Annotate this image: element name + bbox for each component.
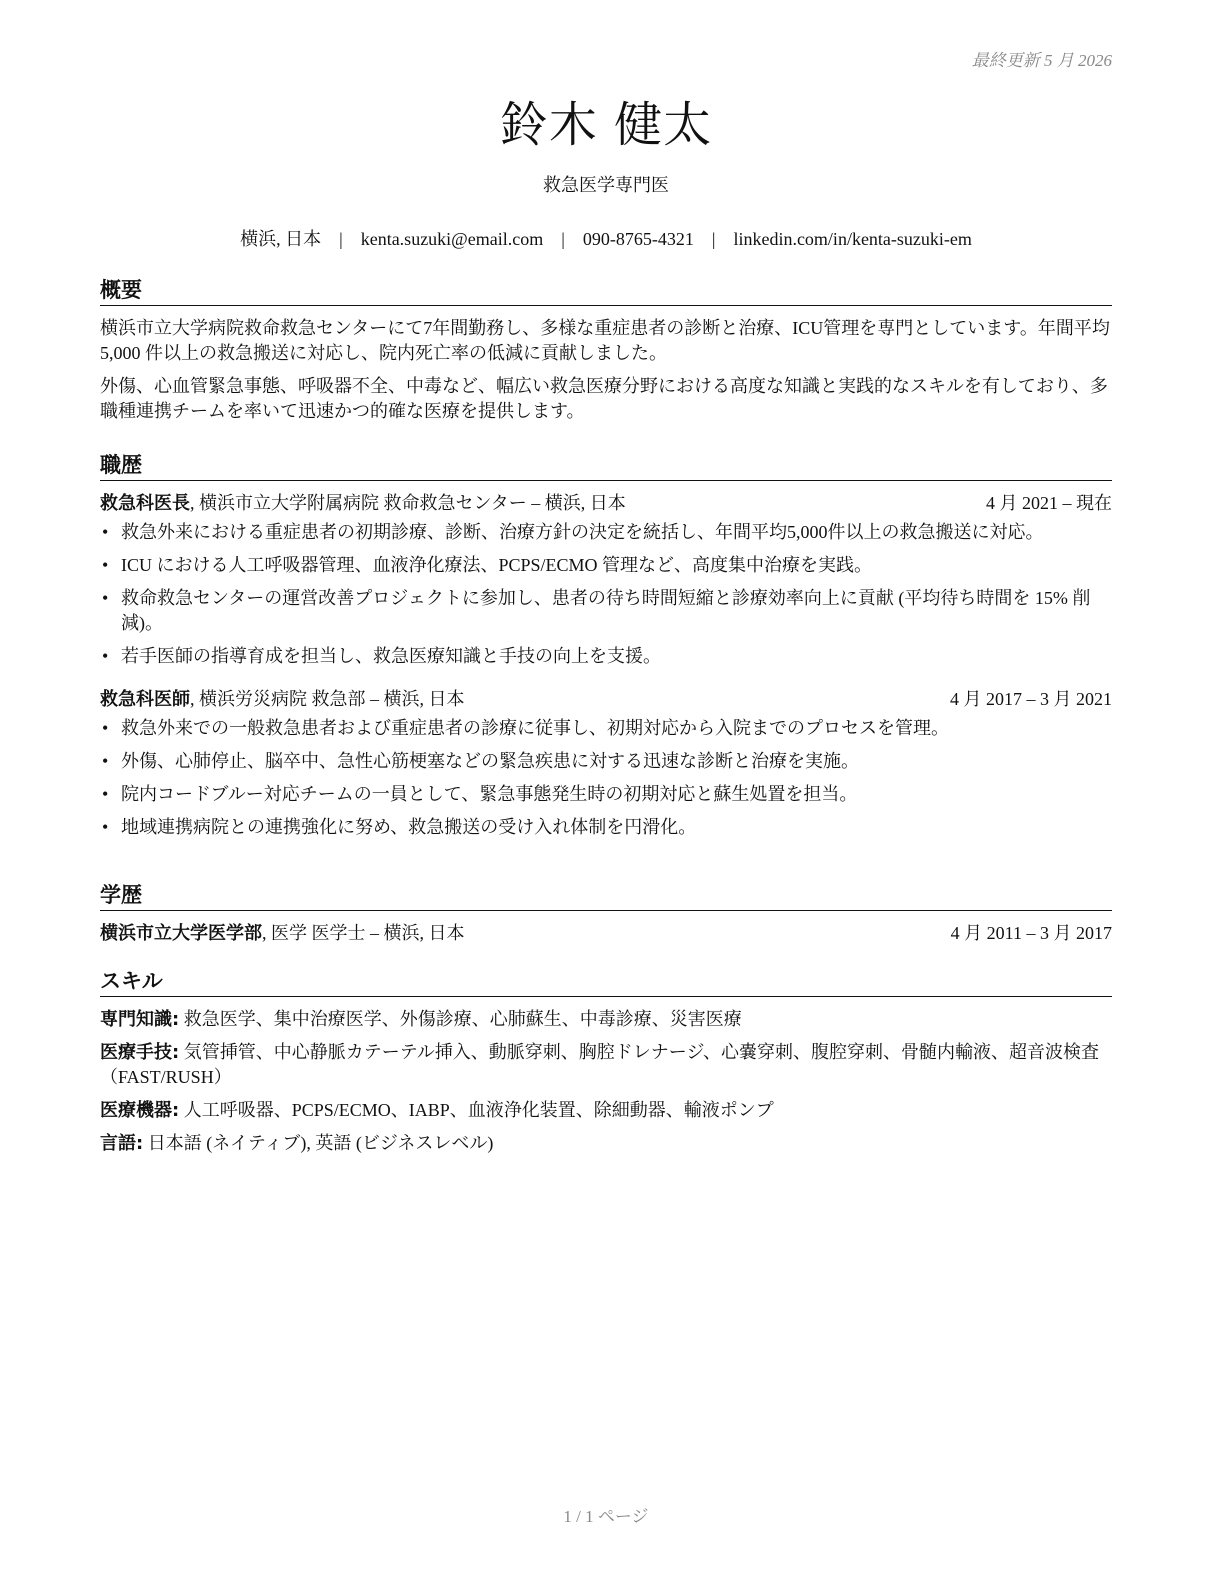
bullet-text: 救急外来での一般救急患者および重症患者の診療に従事し、初期対応から入院までのプロセスを管理。 <box>121 718 949 738</box>
contact-phone[interactable]: 090-8765-4321 <box>582 229 694 249</box>
contact-email[interactable]: kenta.suzuki@email.com <box>360 229 544 249</box>
job-dates: 4 月 2021 – 現在 <box>986 493 1112 513</box>
summary-paragraph: 横浜市立大学病院救命救急センターにて7年間勤務し、多様な重症患者の診断と治療、ICU管理を専門としています。年間平均 5,000 件以上の救急搬送に対応し、院内死亡率の低減に貢献しました。 <box>100 318 1110 363</box>
bullet-icon: • <box>102 718 109 738</box>
bullet-text: 院内コードブルー対応チームの一員として、緊急事態発生時の初期対応と蘇生処置を担当。 <box>121 784 858 804</box>
job-header <box>100 491 1112 516</box>
contact-separator: | <box>339 229 343 249</box>
job-bullets <box>100 716 1112 840</box>
contact-location: 横浜, 日本 <box>240 229 322 249</box>
list-item <box>100 586 1112 636</box>
candidate-name: 鈴木 健太 <box>499 97 713 153</box>
bullet-icon: • <box>102 646 109 666</box>
job-title-line <box>100 491 626 516</box>
list-item <box>100 815 1112 840</box>
bullet-text: 地域連携病院との連携強化に努め、救急搬送の受け入れ体制を円滑化。 <box>121 817 697 837</box>
skill-row <box>100 1098 1112 1123</box>
education-title-line <box>100 921 465 946</box>
bullet-icon: • <box>102 555 109 575</box>
skill-row <box>100 1040 1112 1090</box>
bullet-text: 救急外来における重症患者の初期診療、診断、治療方針の決定を統括し、年間平均5,000件以上の救急搬送に対応。 <box>121 522 1044 542</box>
skill-value: 救急医学、集中治療医学、外傷診療、心肺蘇生、中毒診療、災害医療 <box>179 1009 742 1029</box>
bullet-text: 若手医師の指導育成を担当し、救急医療知識と手技の向上を支援。 <box>121 646 661 666</box>
bullet-icon: • <box>102 588 109 608</box>
bullet-icon: • <box>102 751 109 771</box>
job-entry <box>100 491 1112 669</box>
bullet-icon: • <box>102 784 109 804</box>
skill-label: 言語: <box>100 1133 144 1154</box>
bullet-text: 外傷、心肺停止、脳卒中、急性心筋梗塞などの緊急疾患に対する迅速な診断と治療を実施。 <box>121 751 859 771</box>
skill-label: 専門知識: <box>100 1009 180 1030</box>
section-title: 職歴 <box>100 452 1112 481</box>
bullet-text: 救命救急センターの運営改善プロジェクトに参加し、患者の待ち時間短縮と診療効率向上に貢献 (平均待ち時間を 15% 削減)。 <box>121 588 1091 633</box>
candidate-role: 救急医学専門医 <box>543 175 669 195</box>
list-item <box>100 520 1112 545</box>
job-dates: 4 月 2017 – 3 月 2021 <box>950 689 1112 709</box>
skill-value: 日本語 (ネイティブ), 英語 (ビジネスレベル) <box>143 1133 494 1153</box>
list-item <box>100 644 1112 669</box>
page-number: 1 / 1 ページ <box>563 1507 649 1526</box>
contact-separator: | <box>711 229 716 249</box>
section-title: 概要 <box>100 277 1112 306</box>
skill-value: 気管挿管、中心静脈カテーテル挿入、動脈穿刺、胸腔ドレナージ、心嚢穿刺、腹腔穿刺、骨髄内輸液、超音波検査（FAST/RUSH） <box>100 1042 1099 1087</box>
job-position: 救急科医師 <box>100 689 190 710</box>
list-item <box>100 716 1112 741</box>
contact-separator: | <box>561 229 565 249</box>
skill-value: 人工呼吸器、PCPS/ECMO、IABP、血液浄化装置、除細動器、輸液ポンプ <box>179 1100 774 1120</box>
bullet-icon: • <box>102 817 109 837</box>
last-updated: 最終更新 5 月 2026 <box>971 51 1112 70</box>
skills-section <box>100 968 1112 1164</box>
contact-linkedin[interactable]: linkedin.com/in/kenta-suzuki-em <box>733 229 972 249</box>
section-title: 学歴 <box>100 882 1112 911</box>
education-entry <box>100 921 1112 946</box>
resume-page <box>100 0 1112 1584</box>
job-header <box>100 687 1112 712</box>
list-item <box>100 749 1112 774</box>
bullet-icon: • <box>102 522 109 542</box>
education-degree: , 医学 医学士 – 横浜, 日本 <box>262 923 465 943</box>
section-title: スキル <box>100 968 1112 997</box>
skill-row <box>100 1131 1112 1156</box>
summary-paragraph: 外傷、心血管緊急事態、呼吸器不全、中毒など、幅広い救急医療分野における高度な知識と実践的なスキルを有しており、多職種連携チームを率いて迅速かつ的確な医療を提供します。 <box>100 376 1108 421</box>
job-entry <box>100 687 1112 840</box>
job-position: 救急科医長 <box>100 493 190 514</box>
skill-row <box>100 1007 1112 1032</box>
list-item <box>100 782 1112 807</box>
job-org: , 横浜労災病院 救急部 – 横浜, 日本 <box>190 689 465 709</box>
bullet-text: ICU における人工呼吸器管理、血液浄化療法、PCPS/ECMO 管理など、高度集中治療を実践。 <box>121 555 873 575</box>
job-title-line <box>100 687 465 712</box>
education-school: 横浜市立大学医学部 <box>100 923 262 944</box>
job-bullets <box>100 520 1112 669</box>
education-dates: 4 月 2011 – 3 月 2017 <box>950 923 1112 943</box>
experience-section <box>100 452 1112 848</box>
contact-line <box>100 225 1112 251</box>
list-item <box>100 553 1112 578</box>
skill-label: 医療手技: <box>100 1042 180 1063</box>
job-org: , 横浜市立大学附属病院 救命救急センター – 横浜, 日本 <box>190 493 626 513</box>
summary-section <box>100 277 1112 432</box>
education-section <box>100 882 1112 946</box>
skill-label: 医療機器: <box>100 1100 180 1121</box>
